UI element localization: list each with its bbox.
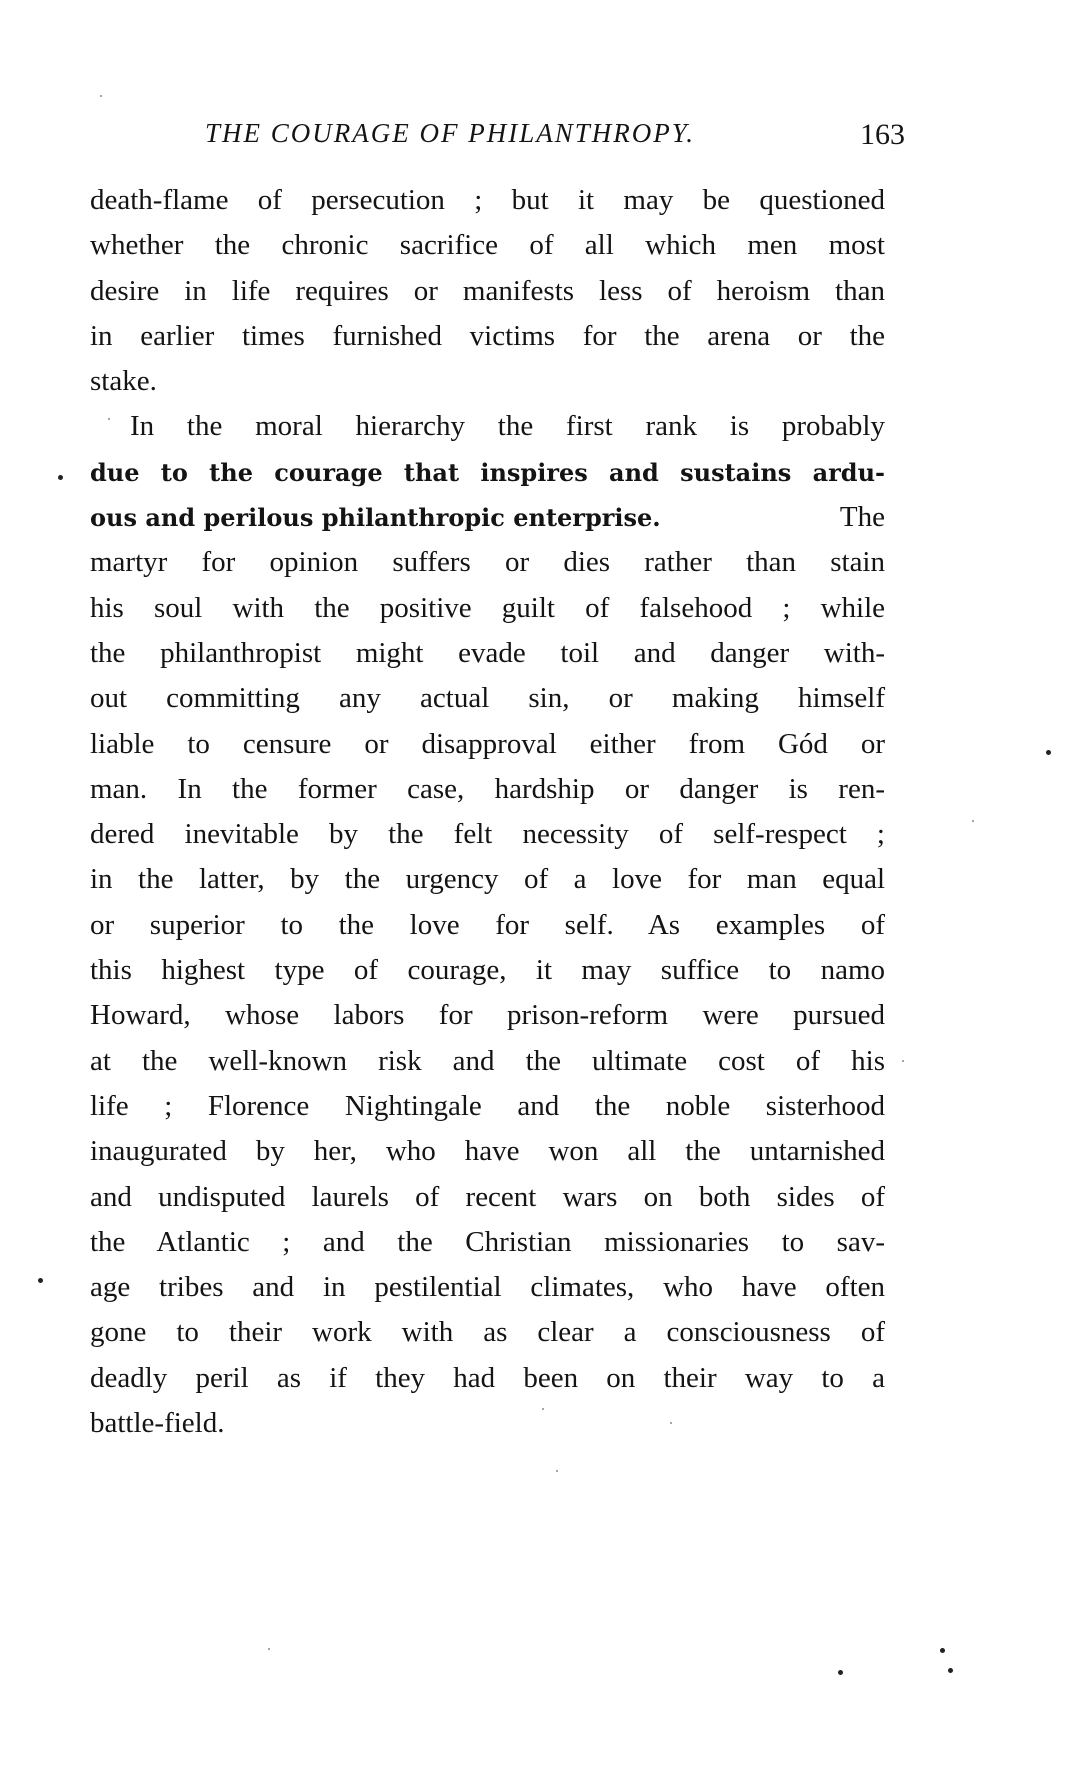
text-line: Howard, whose labors for prison-reform were pursued	[90, 999, 885, 1032]
text-line: in earlier times furnished victims for the arena or the	[90, 319, 885, 352]
text-line: age tribes and in pestilential climates, who have often	[90, 1271, 885, 1304]
text-fragment: The	[839, 501, 885, 534]
scan-speck	[972, 820, 974, 822]
text-line: dered inevitable by the felt necessity of self-respect ;	[90, 818, 885, 851]
text-line: battle-field.	[90, 1407, 225, 1440]
text-line: stake.	[90, 365, 157, 398]
scan-speck	[1046, 750, 1051, 755]
scan-speck	[542, 1408, 544, 1410]
text-line: his soul with the positive guilt of falsehood ; while	[90, 591, 885, 624]
text-line: or superior to the love for self. As examples of	[90, 908, 885, 941]
scan-speck	[902, 1060, 904, 1062]
text-line: death-flame of persecution ; but it may be questioned	[90, 184, 885, 216]
scan-speck	[38, 1278, 43, 1283]
text-line: gone to their work with as clear a consciousness of	[90, 1316, 885, 1349]
text-line: martyr for opinion suffers or dies rather than stain	[90, 546, 885, 579]
text-line: at the well-known risk and the ultimate cost of his	[90, 1044, 885, 1077]
text-line: life ; Florence Nightingale and the noble sisterhood	[90, 1089, 885, 1122]
page-number: 163	[860, 118, 905, 151]
text-line: desire in life requires or manifests less of heroism than	[90, 274, 885, 307]
scan-speck	[100, 95, 102, 97]
text-line: this highest type of courage, it may suffice to namo	[90, 954, 885, 987]
text-line: whether the chronic sacrifice of all which men most	[90, 229, 885, 262]
text-line: inaugurated by her, who have won all the untarnished	[90, 1135, 885, 1168]
text-line: the philanthropist might evade toil and danger with-	[90, 636, 885, 669]
scan-speck	[556, 1470, 558, 1472]
text-line: and undisputed laurels of recent wars on both sides of	[90, 1180, 885, 1213]
running-title: THE COURAGE OF PHILANTHROPY.	[205, 118, 696, 148]
scan-speck	[940, 1648, 945, 1653]
scan-speck	[268, 1648, 270, 1650]
text-line: out committing any actual sin, or making himself	[90, 682, 885, 715]
text-line: man. In the former case, hardship or danger is ren-	[90, 772, 885, 805]
text-line: liable to censure or disapproval either from Gód or	[90, 727, 885, 760]
scan-speck	[108, 418, 110, 420]
scan-speck	[58, 475, 63, 480]
text-line: the Atlantic ; and the Christian missionaries to sav-	[90, 1225, 885, 1258]
running-head	[205, 118, 905, 158]
text-line: due to the courage that inspires and sustains ardu-	[90, 457, 885, 487]
scan-speck	[670, 1422, 672, 1424]
scan-speck	[948, 1668, 953, 1673]
text-line-mixed	[90, 495, 885, 540]
paragraph-start-line: In the moral hierarchy the first rank is probably	[130, 410, 885, 443]
bold-fragment: ous and perilous philanthropic enterprise.	[90, 503, 661, 533]
text-line: in the latter, by the urgency of a love for man equal	[90, 863, 885, 896]
scan-speck	[838, 1670, 843, 1675]
body-text	[90, 178, 885, 1446]
text-line: deadly peril as if they had been on their way to a	[90, 1361, 885, 1394]
